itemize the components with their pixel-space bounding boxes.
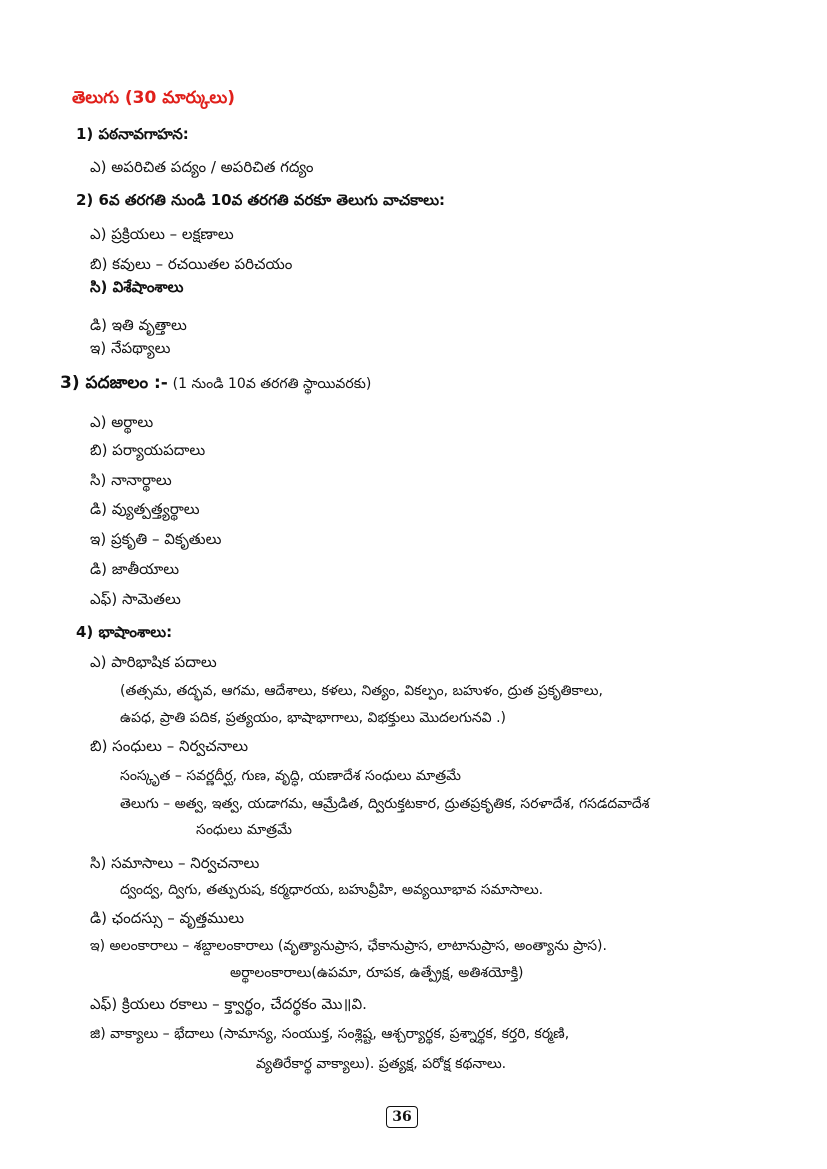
list-item: సి) నానార్థాలు	[90, 471, 172, 489]
section4-a-label: ఎ) పారిభాషిక పదాలు	[90, 653, 217, 671]
section1-heading: 1) పఠనావగాహన:	[76, 125, 189, 143]
section4-d-line: డి) ఛందస్సు – వృత్తములు	[90, 909, 245, 927]
section4-heading: 4) భాషాంశాలు:	[76, 623, 173, 641]
section1-item-a: ఎ) అపరిచిత పద్యం / అపరిచిత గద్యం	[90, 158, 314, 176]
section4-e-line2: అర్థాలంకారాలు(ఉపమా, రూపక, ఉత్ప్రేక్ష, అతిశయోక్తి)	[230, 965, 524, 981]
list-item: డి) వ్యుత్పత్త్యర్థాలు	[90, 500, 200, 518]
section2-heading: 2) 6వ తరగతి నుండి 10వ తరగతి వరకూ తెలుగు వాచకాలు:	[76, 191, 446, 209]
section2-item-d: డి) ఇతి వృత్తాలు	[90, 316, 187, 334]
section4-b-line2: తెలుగు – అత్వ, ఇత్వ, యడాగమ, ఆమ్రేడిత, ద్విరుక్తటకార, ద్రుతప్రకృతిక, సరళాదేశ, గసడదవాదేశ	[120, 796, 650, 812]
section3-heading-note: (1 నుండి 10వ తరగతి స్థాయివరకు)	[172, 376, 372, 392]
section4-b-line1: సంస్కృత – సవర్ణదీర్ఘ, గుణ, వృద్ధి, యణాదేశ సంధులు మాత్రమే	[120, 768, 461, 784]
section4-f-line: ఎఫ్) క్రియలు రకాలు – క్త్వార్థం, చేదర్థకం మొ॥వి.	[90, 995, 367, 1013]
section4-b-label: బి) సంధులు – నిర్వచనాలు	[90, 737, 249, 755]
section4-c-label: సి) సమాసాలు – నిర్వచనాలు	[90, 854, 260, 872]
section2-item-c: సి) విశేషాంశాలు	[90, 278, 184, 296]
list-item: ఎఫ్) సామెతలు	[90, 590, 181, 608]
list-item: ఇ) ప్రకృతి – వికృతులు	[90, 530, 222, 548]
list-item: బి) పర్యాయపదాలు	[90, 441, 206, 459]
section2-item-a: ఎ) ప్రక్రియలు – లక్షణాలు	[90, 225, 234, 243]
section4-c-line1: ద్వంద్వ, ద్విగు, తత్పురుష, కర్మధారయ, బహువ్రీహి, అవ్యయీభావ సమాసాలు.	[120, 882, 544, 898]
section4-g-line1: జి) వాక్యాలు – భేదాలు (సామాన్య, సంయుక్త, సంశ్లిష్ట, ఆశ్చర్యార్థక, ప్రశ్నార్థక, కర్తరి, కర్మణి,	[90, 1026, 570, 1042]
section4-b-line3: సంధులు మాత్రమే	[196, 822, 292, 838]
section4-e-line1: ఇ) అలంకారాలు – శబ్దాలంకారాలు (వృత్యానుప్రాస, ఛేకానుప్రాస, లాటానుప్రాస, అంత్యాను ప్రాస).	[90, 938, 607, 954]
section3-heading-row	[60, 373, 371, 394]
page-number: 36	[386, 1106, 418, 1128]
page-title: తెలుగు (30 మార్కులు)	[72, 88, 236, 108]
section4-a-line1: (తత్సమ, తద్భవ, ఆగమ, ఆదేశాలు, కళలు, నిత్యం, వికల్పం, బహుళం, ద్రుత ప్రకృతికాలు,	[120, 683, 603, 699]
section3-heading: 3) పదజాలం :-	[60, 373, 168, 393]
section2-item-b: బి) కవులు – రచయితల పరిచయం	[90, 255, 293, 273]
list-item: ఎ) అర్థాలు	[90, 413, 154, 431]
section2-item-e: ఇ) నేపథ్యాలు	[90, 339, 171, 357]
section4-a-line2: ఉపధ, ప్రాతి పదిక, ప్రత్యయం, భాషాభాగాలు, విభక్తులు మొదలగునవి .)	[120, 710, 507, 726]
list-item: డి) జాతీయాలు	[90, 560, 180, 578]
section4-g-line2: వ్యతిరేకార్థ వాక్యాలు). ప్రత్యక్ష, పరోక్ష కథనాలు.	[256, 1056, 507, 1072]
